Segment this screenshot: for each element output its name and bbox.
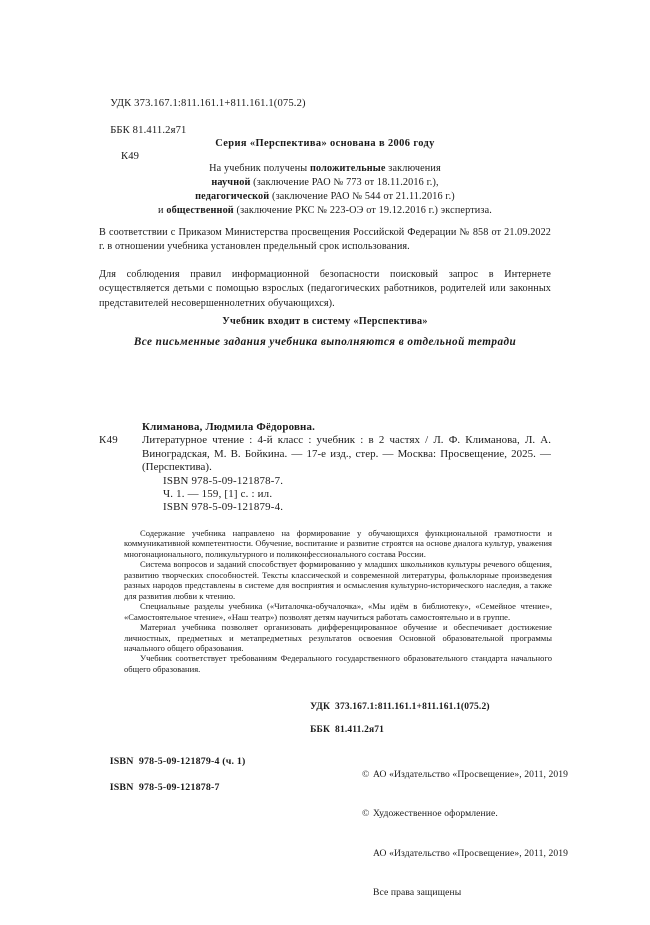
bib-author: Климанова, Людмила Фёдоровна.: [142, 421, 316, 433]
udk-code: УДК 373.167.1:811.161.1+811.161.1(075.2): [110, 98, 306, 110]
copyright-line: [362, 768, 568, 781]
bib-description-block: [99, 434, 551, 474]
classification-footer: [300, 690, 490, 748]
conclusion-line-1: [90, 162, 560, 176]
conclusion-text: (заключение РАО № 544 от 21.11.2016 г.): [269, 191, 455, 203]
conclusion-emphasis: педагогической: [195, 191, 270, 203]
annotation-paragraph: Специальные разделы учебника («Читалочка-обучалочка», «Мы идём в библиотеку», «Семейное чтение», «Самостоятельное чтение», «Наш театр») позволят детям научиться работать самостоятельно и в группе.: [124, 601, 552, 622]
conclusion-text: (заключение РАО № 773 от 18.11.2016 г.),: [250, 177, 439, 189]
bibliographic-record: [99, 421, 551, 515]
conclusion-emphasis: научной: [211, 177, 251, 189]
conclusion-text: и: [158, 205, 167, 217]
copyright-publisher: АО «Издательство «Просвещение», 2011, 2019: [373, 769, 569, 781]
conclusion-emphasis: общественной: [166, 205, 234, 217]
ministry-order-note: В соответствии с Приказом Министерства просвещения Российской Федерации № 858 от 21.09.2022 г. в отношении учебника установлен предельный срок использования.: [99, 227, 551, 253]
system-membership-line: Учебник входит в систему «Перспектива»: [222, 316, 428, 327]
annotation-text: [124, 528, 552, 674]
bib-shelf-code: К49: [99, 434, 119, 447]
conclusion-text: (заключение РКС № 223-ОЭ от 19.12.2016 г.) экспертиза.: [233, 205, 492, 217]
annotation-paragraph: Система вопросов и заданий способствует формированию у младших школьников культуры речевого общения, развитию творческих способностей. Тексты классической и современной литературы, фольклорные произведения разных народов представлены в системе для восприятия и осмысления культурно-исторического наследия, а также для развития любви к чтению.: [124, 559, 552, 601]
bib-isbn-part: ISBN 978-5-09-121879-4.: [163, 501, 284, 514]
conclusion-line-3: [90, 190, 560, 204]
bib-part-info: Ч. 1. — 159, [1] с. : ил.: [163, 488, 273, 501]
rights-reserved: Все права защищены: [373, 887, 462, 899]
copyright-icon: ©: [362, 769, 370, 781]
copyright-line: [362, 807, 568, 820]
copyright-line: [362, 886, 568, 899]
author-shelf-code: К49: [121, 151, 140, 163]
conclusion-line-4: [90, 204, 560, 218]
copyright-design-publisher: АО «Издательство «Просвещение», 2011, 2019: [373, 847, 569, 859]
copyright-design: Художественное оформление.: [373, 808, 498, 820]
bib-isbn-set: ISBN 978-5-09-121878-7.: [163, 474, 284, 487]
bib-isbn-block: [99, 475, 551, 515]
bbk-code: ББК 81.411.2я71: [110, 124, 187, 136]
footer-isbn-block: [99, 742, 246, 807]
conclusion-text: На учебник получены: [209, 163, 310, 174]
conclusion-text: заключения: [385, 163, 441, 174]
copyright-line: [362, 847, 568, 860]
series-line: Серия «Перспектива» основана в 2006 году: [215, 138, 435, 149]
annotation-paragraph: Материал учебника позволяет организовать дифференцированное обучение и обеспечивает достижение личностных, предметных и метапредметных результатов освоения Основной образовательной программы начального общего образования.: [124, 622, 552, 653]
copyright-block: [362, 742, 568, 925]
annotation-paragraph: Учебник соответствует требованиям Федерального государственного образовательного стандарта начального общего образования.: [124, 653, 552, 674]
conclusion-line-2: [90, 176, 560, 190]
annotation-paragraph: Содержание учебника направлено на формирование у обучающихся функциональной грамотности и коммуникативной компетентности. Обучение, воспитание и развитие строятся на основе диалога культур, уважения многонационального, поликультурного и поликонфессионального состава России.: [124, 528, 552, 559]
bib-description: Литературное чтение : 4-й класс : учебник : в 2 частях / Л. Ф. Климанова, Л. А. Виноградская, М. В. Бойкина. — 17-е изд., стер. — Москва: Просвещение, 2025. — (Перспектива).: [142, 434, 551, 474]
expert-conclusions: [90, 162, 560, 218]
udk-code-repeat: УДК 373.167.1:811.161.1+811.161.1(075.2): [310, 701, 490, 712]
conclusion-emphasis: положительные: [310, 163, 386, 174]
copyright-icon: ©: [362, 808, 370, 820]
bbk-code-repeat: ББК 81.411.2я71: [310, 724, 385, 735]
information-safety-note: Для соблюдения правил информационной безопасности поисковый запрос в Интернете осуществляется детьми с помощью взрослых (педагогических работников, родителей или законных представителей несовершеннолетних обучающихся).: [99, 269, 551, 309]
workbook-notice-line: Все письменные задания учебника выполняются в отдельной тетради: [133, 336, 517, 348]
footer-isbn-part: ISBN 978-5-09-121879-4 (ч. 1): [109, 756, 246, 768]
footer-isbn-set: ISBN 978-5-09-121878-7: [109, 782, 220, 794]
